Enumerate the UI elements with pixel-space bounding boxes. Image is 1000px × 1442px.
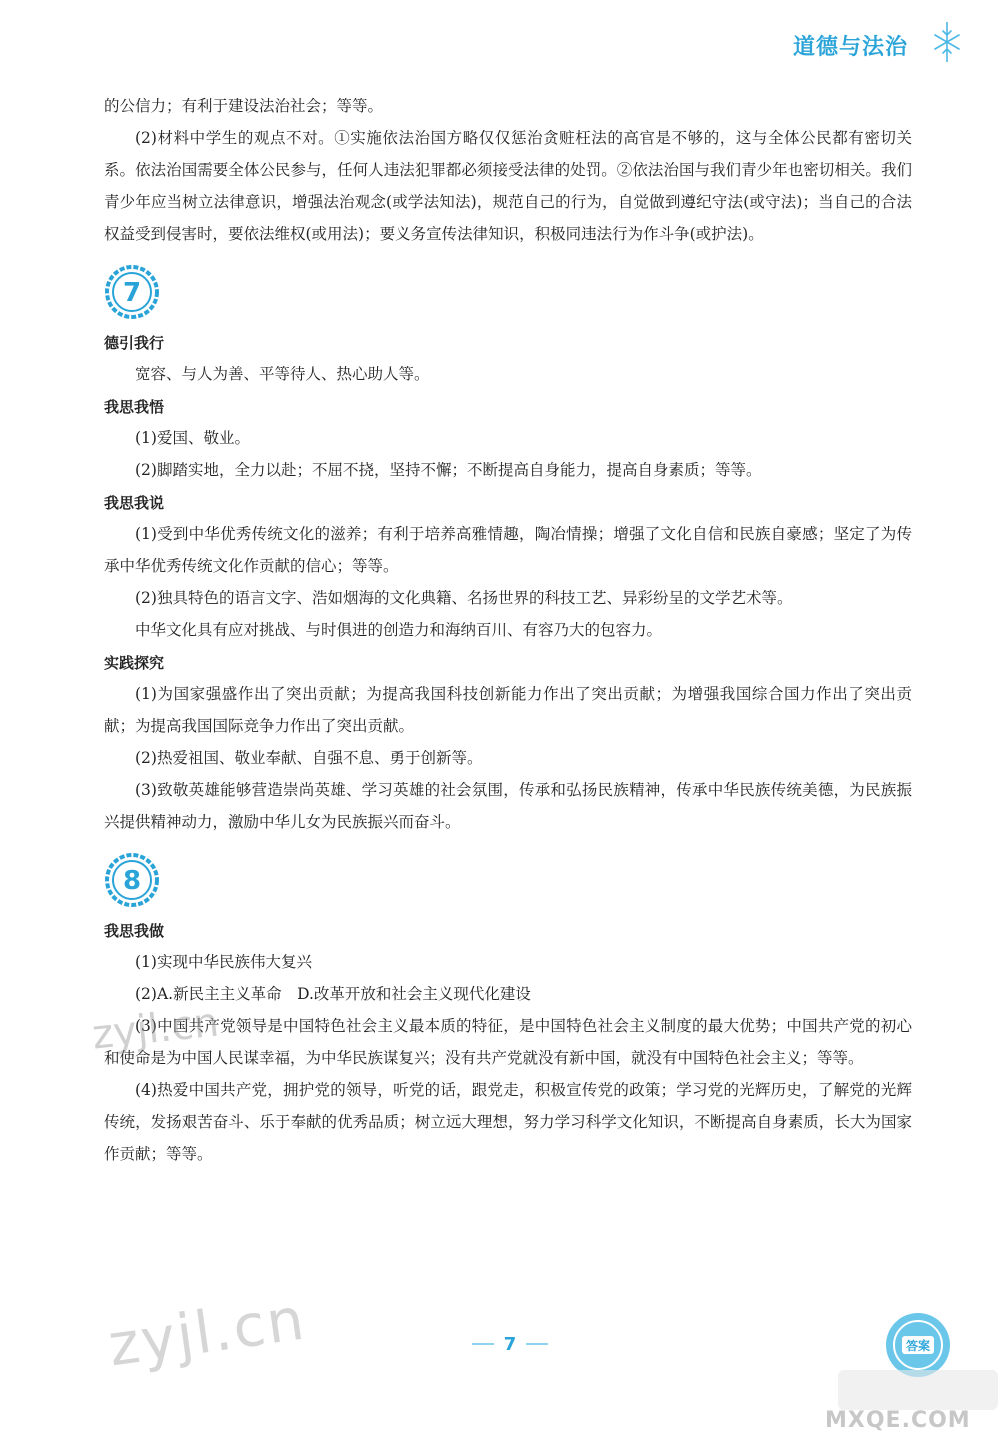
paragraph: (2)A.新民主主义革命 D.改革开放和社会主义现代化建设 (135, 985, 531, 1003)
section-heading: 我思我悟 (104, 398, 165, 416)
section-heading: 我思我说 (104, 494, 165, 512)
paragraph: (1)受到中华优秀传统文化的滋养；有利于培养高雅情趣，陶冶情操；增强了文化自信和民族自豪感；坚定了为传承中华优秀传统文化作贡献的信心；等等。 (104, 525, 912, 575)
paragraph: (1)实现中华民族伟大复兴 (135, 953, 312, 971)
paragraph: (1)为国家强盛作出了突出贡献；为提高我国科技创新能力作出了突出贡献；为增强我国综合国力作出了突出贡献；为提高我国国际竞争力作出了突出贡献。 (104, 685, 912, 735)
watermark-left: zyjl.cn (104, 1284, 310, 1380)
paragraph: (3)中国共产党领导是中国特色社会主义最本质的特征，是中国特色社会主义制度的最大优势；中国共产党的初心和使命是为中国人民谋幸福，为中华民族谋复兴；没有共产党就没有新中国，就没有中国特色社会主义；等等。 (104, 1017, 912, 1067)
snowflake-icon (932, 22, 962, 62)
paragraph: (2)独具特色的语言文字、浩如烟海的文化典籍、名扬世界的科技工艺、异彩纷呈的文学艺术等。 (135, 589, 793, 607)
watermark-right-text: MXQE.COM (825, 1408, 971, 1433)
section-heading: 德引我行 (104, 334, 165, 352)
paragraph: 中华文化具有应对挑战、与时俱进的创造力和海纳百川、有容乃大的包容力。 (135, 621, 663, 639)
section-7-badge (104, 264, 160, 320)
paragraph: (1)爱国、敬业。 (135, 429, 250, 447)
page-number-dash (472, 1343, 494, 1345)
section-8-badge (104, 852, 160, 908)
section-heading: 实践探究 (104, 654, 165, 672)
page-number-area (440, 1330, 580, 1358)
paragraph: (4)热爱中国共产党，拥护党的领导，听党的话，跟党走，积极宣传党的政策；学习党的光辉历史，了解党的光辉传统，发扬艰苦奋斗、乐于奉献的优秀品质；树立远大理想，努力学习科学文化知识，不断提高自身素质，长大为国家作贡献；等等。 (104, 1081, 912, 1163)
svg-text:答案: 答案 (905, 1339, 931, 1353)
page-number: 7 (503, 1333, 517, 1355)
paragraph: (3)致敬英雄能够营造崇尚英雄、学习英雄的社会氛围，传承和弘扬民族精神，传承中华民族传统美德，为民族振兴提供精神动力，激励中华儿女为民族振兴而奋斗。 (104, 781, 912, 831)
paragraph: 宽容、与人为善、平等待人、热心助人等。 (135, 365, 430, 383)
section-heading: 我思我做 (104, 922, 165, 940)
section-number: 7 (122, 278, 142, 308)
paragraph: (2)材料中学生的观点不对。①实施依法治国方略仅仅惩治贪赃枉法的高官是不够的，这与全体公民都有密切关系。依法治国需要全体公民参与，任何人违法犯罪都必须接受法律的处罚。②依法治国与我们青少年也密切相关。我们青少年应当树立法律意识，增强法治观念(或学法知法)，规范自己的行为，自觉做到遵纪守法(或守法)；当自己的合法权益受到侵害时，要依法维权(或用法)；要义务宣传法律知识，积极同违法行为作斗争(或护法)。 (104, 129, 912, 243)
paragraph: (2)热爱祖国、敬业奉献、自强不息、勇于创新等。 (135, 749, 483, 767)
page-number-dash (526, 1343, 548, 1345)
section-number: 8 (122, 866, 142, 896)
paragraph: 的公信力；有利于建设法治社会；等等。 (104, 97, 384, 115)
subject-title: 道德与法治 (792, 35, 908, 60)
answer-content (104, 90, 912, 1170)
watermark-mid: zyjl.cn (89, 999, 222, 1059)
paragraph: (2)脚踏实地，全力以赴；不屈不挠，坚持不懈；不断提高自身能力，提高自身素质；等等。 (135, 461, 762, 479)
